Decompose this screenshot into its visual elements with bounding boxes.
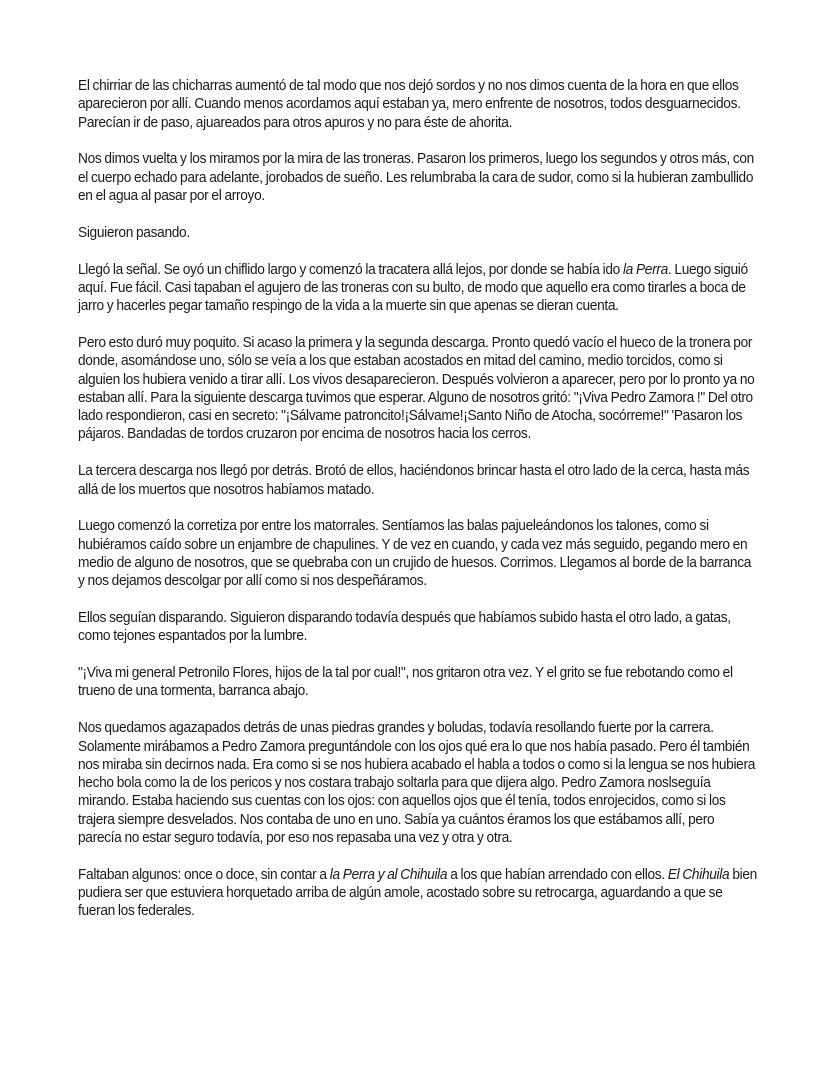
paragraph [78, 664, 758, 701]
paragraph [78, 866, 758, 921]
paragraph [78, 517, 758, 590]
text-run: Faltaban algunos: once o doce, sin contar a [78, 866, 330, 883]
text-run: Ellos seguían disparando. Siguieron disparando todavía después que habíamos subido hasta el otro lado, a gatas, como tejones espantados por la lumbre. [78, 610, 731, 645]
italic-text-run: la Perra [622, 261, 668, 278]
text-run: a los que habían arrendado con ellos. [447, 866, 668, 883]
document-page [78, 77, 758, 939]
text-run: Pero esto duró muy poquito. Si acaso la primera y la segunda descarga. Pronto quedó vacío el hueco de la tronera por donde, asomándose uno, sólo se veía a los que estaban acostados en mitad del camino, medio torcidos, como si alguien los hubiera venido a tirar allí. Los vivos desaparecieron. Después volvieron a aparecer, pero por lo pronto ya no estaban allí. Para la siguiente descarga tuvimos que esperar. Alguno de nosotros gritó: "¡Viva Pedro Zamora !" Del otro lado respondieron, casi en secreto: "¡Sálvame patroncito!¡Sálvame!¡Santo Niño de Atocha, socórreme!" 'Pasaron los pájaros. Bandadas de tordos cruzaron por encima de nosotros hacia los cerros. [78, 334, 755, 443]
text-run: El chirriar de las chicharras aumentó de tal modo que nos dejó sordos y no nos dimos cuenta de la hora en que ellos aparecieron por allí. Cuando menos acordamos aquí estaban ya, mero enfrente de nosotros, todos desguarnecidos. Parecían ir de paso, ajuareados para otros apuros y no para éste de ahorita. [78, 78, 741, 131]
paragraph [78, 77, 758, 132]
italic-text-run: El Chihuila [667, 866, 730, 883]
text-run: La tercera descarga nos llegó por detrás. Brotó de ellos, haciéndonos brincar hasta el otro lado de la cerca, hasta más allá de los muertos que nosotros habíamos matado. [78, 463, 750, 498]
text-run: Luego comenzó la corretiza por entre los matorrales. Sentíamos las balas pajueleándonos los talones, como si hubiéramos caído sobre un enjambre de chapulines. Y de vez en cuando, y cada vez más seguido, pegando mero en medio de alguno de nosotros, que se quebraba con un crujido de huesos. Corrimos. Llegamos al borde de la barranca y nos dejamos descolgar por allí como si nos despeñáramos. [78, 518, 752, 590]
text-run: "¡Viva mi general Petronilo Flores, hijos de la tal por cual!", nos gritaron otra vez. Y el grito se fue rebotando como el trueno de una tormenta, barranca abajo. [78, 665, 733, 700]
text-run: Nos dimos vuelta y los miramos por la mira de las troneras. Pasaron los primeros, luego los segundos y otros más, con el cuerpo echado para adelante, jorobados de sueño. Les relumbraba la cara de sudor, como si la hubieran zambullido en el agua al pasar por el arroyo. [78, 151, 754, 204]
paragraph [78, 609, 758, 646]
text-run: . Luego siguió aquí. Fue fácil. Casi tapaban el agujero de las troneras con su bulto, de modo que aquello era como tirarles a boca de jarro y hacerles pegar tamaño respingo de la vida a la muerte sin que apenas se dieran cuenta. [78, 261, 748, 315]
paragraph [78, 224, 758, 242]
paragraph [78, 719, 758, 847]
paragraph [78, 334, 758, 444]
italic-text-run: la Perra y al Chihuila [329, 866, 448, 883]
text-run: Siguieron pasando. [78, 224, 190, 241]
paragraph [78, 150, 758, 205]
paragraph [78, 462, 758, 499]
paragraph [78, 261, 758, 316]
text-run: bien pudiera ser que estuviera horquetado arriba de algún amole, acostado sobre su retrocarga, aguardando a que se fueran los federales. [78, 866, 757, 920]
text-run: Nos quedamos agazapados detrás de unas piedras grandes y boludas, todavía resollando fuerte por la carrera. Solamente mirábamos a Pedro Zamora preguntándole con los ojos qué era lo que nos había pasado. Pero él también nos miraba sin decirnos nada. Era como si se nos hubiera acabado el habla a todos o como si la lengua se nos hubiera hecho bola como la de los pericos y nos costara trabajo soltarla para que dijera algo. Pedro Zamora noslseguía mirando. Estaba haciendo sus cuentas con los ojos: con aquellos ojos que él tenía, todos enrojecidos, como si los trajera siempre desvelados. Nos contaba de uno en uno. Sabía ya cuántos éramos los que estábamos allí, pero parecía no estar seguro todavía, por eso nos repasaba una vez y otra y otra. [78, 720, 756, 846]
text-run: Llegó la señal. Se oyó un chiflido largo y comenzó la tracatera allá lejos, por donde se había ido [78, 261, 623, 278]
